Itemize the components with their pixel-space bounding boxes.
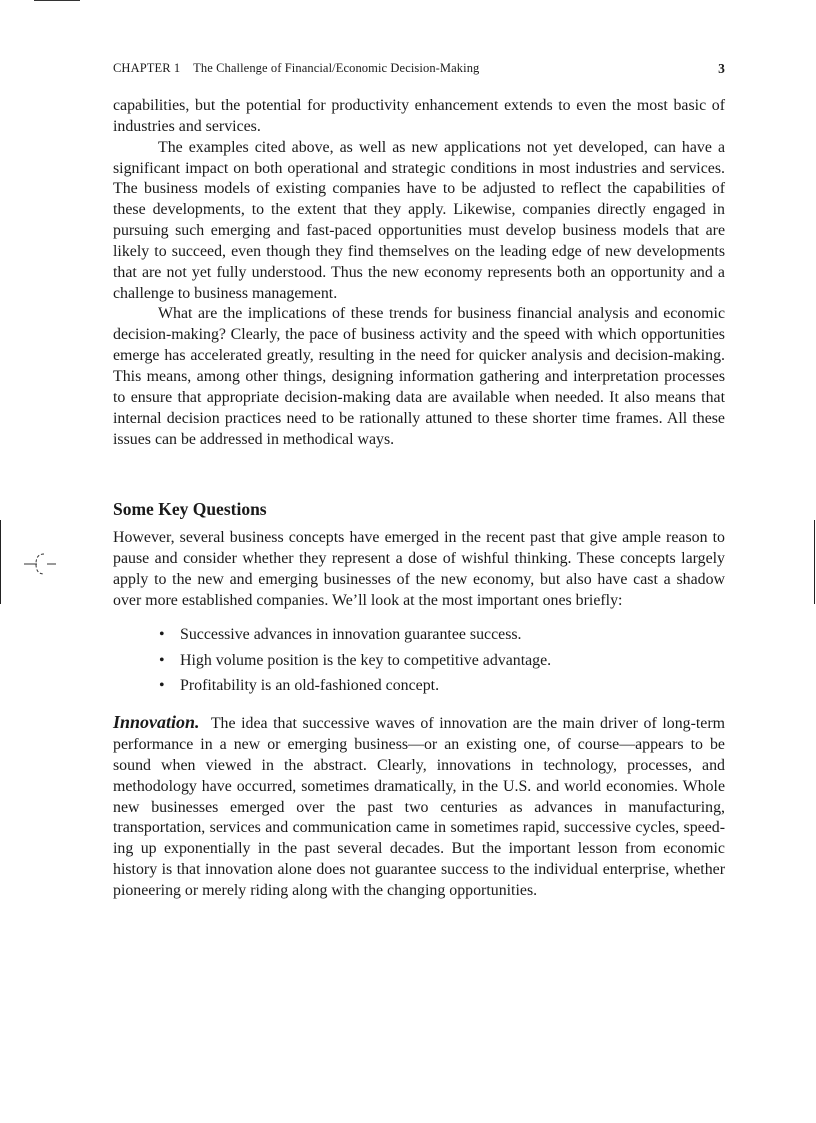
right-margin-mark — [814, 520, 815, 604]
list-item — [159, 676, 725, 697]
innovation-text: The idea that successive waves of innovation are the main driver of long-term performance in a new or emerging business—or an existing one, of course—appears to be sound when viewed in the abstract. Clearly, innovations in technology, processes, and methodology have occurred, sometimes dramatically, in the U.S. and world economies. Whole new businesses emerged over the past two centuries as advances in manufacturing, transportation, services and communication came in sometimes rapid, successive cycles, speeding up exponentially in the past several decades. But the important lesson from economic history is that innovation alone does not guarantee success to the individual enterprise, whether pioneering or merely riding along with the changing opportunities. — [113, 715, 725, 899]
margin-bracket-icon — [0, 520, 60, 604]
bullet-icon: • — [159, 651, 165, 669]
paragraph: What are the implications of these trends for business financial analysis and economic decision-making? Clearly, the pace of business activity and the speed with which opportunities emerge has accelerated greatly, resulting in the need for quicker analysis and decision-making. This means, among other things, designing information gathering and interpretation processes to ensure that appropriate decision-making data are available when needed. It also means that internal decision practices need to be rationally attuned to these shorter time frames. All these issues can be addressed in methodical ways. — [113, 305, 725, 448]
chapter-title: The Challenge of Financial/Economic Decision-Making — [193, 61, 480, 75]
section-intro: However, several business concepts have emerged in the recent past that give ample reason to pause and consider whether they represent a dose of wishful thinking. These concepts largely apply to the new and emerging businesses of the new economy, but also have cast a shadow over more established companies. We’ll look at the most important ones briefly: — [113, 529, 725, 609]
section-heading: Some Key Questions — [113, 499, 267, 520]
list-item — [159, 651, 725, 672]
left-margin-mark — [0, 520, 60, 604]
innovation-paragraph — [113, 712, 725, 902]
list-item-text: Profitability is an old-fashioned concept. — [180, 677, 440, 695]
paragraph: The examples cited above, as well as new applications not yet developed, can have a significant impact on both operational and strategic conditions in most industries and services. The business models of existing companies have to be adjusted to reflect the capabilities of these developments, to the extent that they apply. Likewise, companies directly engaged in pursuing such emerging and fast-paced opportunities must develop business models that are likely to succeed, even though they find themselves on the leading edge of new developments that are not yet fully understood. Thus the new economy represents both an opportunity and a challenge to business management. — [113, 138, 725, 302]
running-head-title — [113, 61, 479, 76]
chapter-number: CHAPTER 1 — [113, 61, 181, 75]
bullet-icon: • — [159, 625, 165, 643]
list-item — [159, 625, 725, 646]
list-item-text: High volume position is the key to competitive advantage. — [180, 651, 552, 669]
run-in-heading: Innovation. — [113, 712, 200, 733]
body-text — [113, 96, 725, 902]
list-item-text: Successive advances in innovation guarantee success. — [180, 625, 522, 643]
page-number: 3 — [718, 61, 725, 76]
top-crop-rule — [34, 0, 80, 1]
bullet-list — [113, 625, 725, 698]
paragraph: capabilities, but the potential for productivity enhancement extends to even the most basic of industries and services. — [113, 97, 725, 135]
bullet-icon: • — [159, 677, 165, 695]
running-head — [113, 61, 725, 77]
